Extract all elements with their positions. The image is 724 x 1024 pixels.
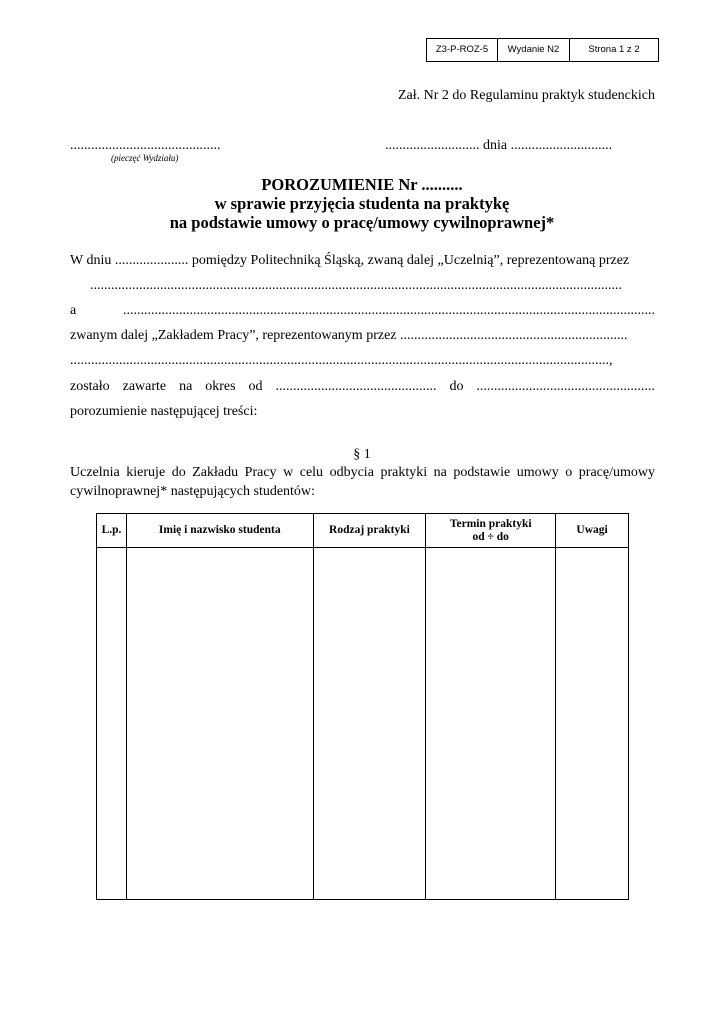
column-header-type: Rodzaj praktyki <box>313 514 426 548</box>
cell-type[interactable] <box>313 548 426 900</box>
cell-lp[interactable] <box>97 548 127 900</box>
document-code: Z3-P-ROZ-5 <box>427 39 498 61</box>
term-header-label: Termin praktyki <box>449 517 532 530</box>
period-word-4: okres <box>205 379 236 394</box>
table-row <box>97 548 629 900</box>
body-line-content: porozumienie następującej treści: <box>70 404 258 419</box>
period-from-field: .............................................. <box>275 379 437 394</box>
title-line-1: POROZUMIENIE Nr .......... <box>261 175 463 194</box>
body-line-period <box>70 378 655 396</box>
title-line-2: w sprawie przyjęcia studenta na praktykę <box>214 194 510 213</box>
place-date-field: ........................... dnia ............................. <box>385 138 613 153</box>
stamp-label: (pieczęć Wydziału) <box>111 153 179 163</box>
period-word-1: zostało <box>70 379 110 394</box>
body-line-parties: W dniu ..................... pomiędzy Politechniką Śląską, zwaną dalej „Uczelnią”, reprezentowaną przez <box>70 253 630 268</box>
employer-field: ........................................................................................................................................................ <box>123 303 655 318</box>
cell-term[interactable] <box>426 548 556 900</box>
body-line-representative: ........................................................................................................................................................ <box>90 278 622 293</box>
period-word-2: zawarte <box>122 379 167 394</box>
period-word-3: na <box>179 379 193 394</box>
page-number: Strona 1 z 2 <box>588 44 640 55</box>
body-line-employer <box>70 302 655 320</box>
cell-notes[interactable] <box>556 548 629 900</box>
column-header-name: Imię i nazwisko studenta <box>126 514 313 548</box>
document-header-box <box>426 38 659 62</box>
document-edition: Wydanie N2 <box>498 39 570 61</box>
attachment-note: Zał. Nr 2 do Regulaminu praktyk studenckich <box>398 88 655 103</box>
title-line-3: na podstawie umowy o pracę/umowy cywilnoprawnej* <box>169 213 555 232</box>
column-header-term <box>426 514 556 548</box>
document-title <box>0 175 724 232</box>
body-line-employer-representative-cont: .........................................................................................................................................................., <box>70 353 613 368</box>
employer-prefix: a <box>70 303 77 318</box>
column-header-notes: Uwagi <box>556 514 629 548</box>
stamp-field: ........................................... <box>70 138 221 153</box>
body-line-employer-representative: zwanym dalej „Zakładem Pracy”, reprezentowanym przez ................................................................. <box>70 328 628 343</box>
section-mark: § 1 <box>353 447 371 462</box>
table-header-row <box>97 514 629 548</box>
period-to-field: ................................................... <box>476 379 655 394</box>
intro-paragraph: Uczelnia kieruje do Zakładu Pracy w celu odbycia praktyki na podstawie umowy o pracę/umowy cywilnoprawnej* następujących studentów: <box>70 465 655 499</box>
cell-name[interactable] <box>126 548 313 900</box>
students-table <box>96 513 629 900</box>
term-header-sub: od ÷ do <box>472 530 509 543</box>
column-header-lp: L.p. <box>97 514 127 548</box>
period-word-from: od <box>248 379 263 394</box>
period-word-to: do <box>449 379 464 394</box>
